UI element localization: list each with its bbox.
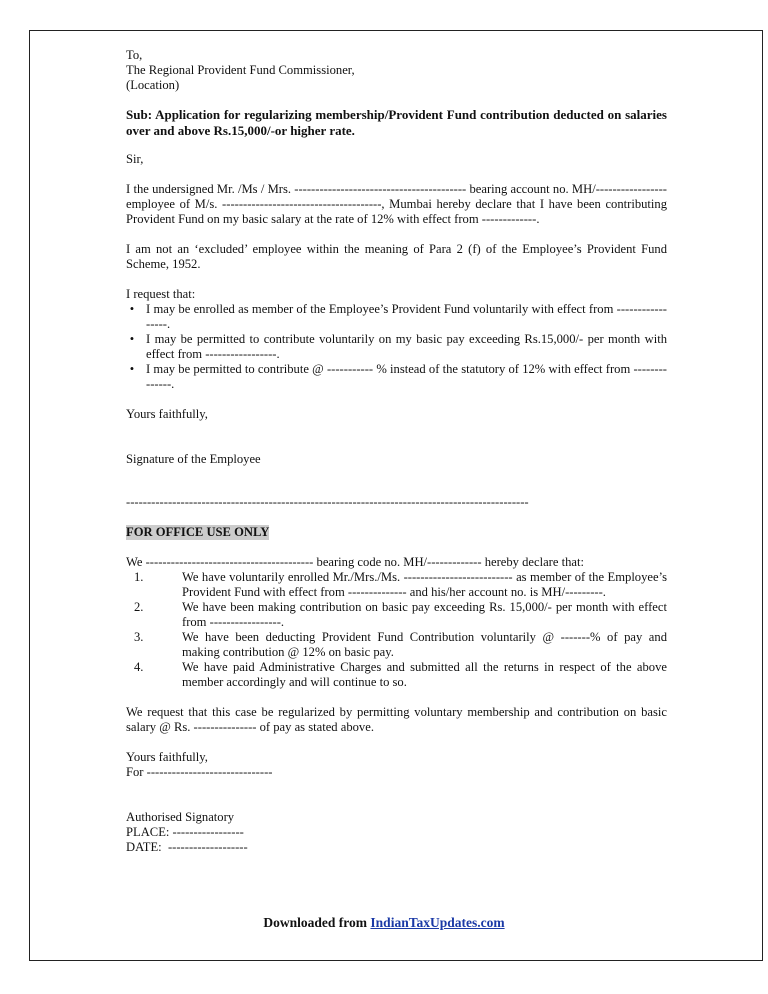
office-closing: Yours faithfully, xyxy=(126,750,208,764)
list-item: • I may be permitted to contribute voluntarily on my basic pay exceeding Rs.15,000/- per month with effect from -----------------. xyxy=(126,332,667,362)
list-item: 2. We have been making contribution on basic pay exceeding Rs. 15,000/- per month with effect from -----------------. xyxy=(134,600,667,629)
closing-employee: Yours faithfully, xyxy=(126,407,208,421)
source-link[interactable]: IndianTaxUpdates.com xyxy=(370,915,505,930)
bullet-icon: • xyxy=(129,302,135,316)
list-item: • I may be permitted to contribute @ ----------- % instead of the statutory of 12% with effect from --------------. xyxy=(126,362,667,392)
authorised-signatory: Authorised Signatory xyxy=(126,810,235,824)
office-intro: We ---------------------------------------- bearing code no. MH/------------- hereby declare that: xyxy=(126,555,584,569)
request-list xyxy=(126,302,667,392)
declaration-paragraph: I the undersigned Mr. /Ms / Mrs. ----------------------------------------- bearing account no. MH/----------------- employee of M/s. --------------------------------------, Mumbai hereby declare that I have been contributing Provident Fund on my basic salary at the rate of 12% with effect from -------------. xyxy=(126,182,667,226)
address-location: (Location) xyxy=(126,78,180,92)
bullet-icon: • xyxy=(129,362,135,376)
bullet-icon: • xyxy=(129,332,135,346)
office-declarations xyxy=(126,570,667,690)
list-item: 3. We have been deducting Provident Fund Contribution voluntarily @ -------% of pay and making contribution @ 12% on basic pay. xyxy=(134,630,667,659)
list-item: 4. We have paid Administrative Charges and submitted all the returns in respect of the above member accordingly and will continue to so. xyxy=(134,660,667,689)
excluded-paragraph: I am not an ‘excluded’ employee within the meaning of Para 2 (f) of the Employee’s Provident Fund Scheme, 1952. xyxy=(126,242,667,271)
separator-line: ------------------------------------------------------------------------------------------------ xyxy=(126,495,529,509)
subject-line: Sub: Application for regularizing membership/Provident Fund contribution deducted on salaries over and above Rs.15,000/-or higher rate. xyxy=(126,107,667,138)
list-item: 1. We have voluntarily enrolled Mr./Mrs./Ms. -------------------------- as member of the Employee’s Provident Fund with effect from -------------- and his/her account no. is MH/---------. xyxy=(134,570,667,599)
footer-prefix: Downloaded from xyxy=(263,915,368,930)
office-for-line: For ------------------------------ xyxy=(126,765,273,779)
date-field: DATE: ------------------- xyxy=(126,840,248,854)
address-recipient: The Regional Provident Fund Commissioner, xyxy=(126,63,355,77)
address-to: To, xyxy=(126,48,143,62)
request-intro: I request that: xyxy=(126,287,196,301)
letter-body xyxy=(126,48,667,855)
download-footer xyxy=(0,915,768,931)
office-use-heading: FOR OFFICE USE ONLY xyxy=(126,525,270,539)
place-field: PLACE: ----------------- xyxy=(126,825,244,839)
employee-signature: Signature of the Employee xyxy=(126,452,261,466)
list-item: • I may be enrolled as member of the Employee’s Provident Fund voluntarily with effect from -----------------. xyxy=(126,302,667,332)
salutation: Sir, xyxy=(126,152,144,166)
office-request: We request that this case be regularized by permitting voluntary membership and contribution on basic salary @ Rs. --------------- of pay as stated above. xyxy=(126,705,667,734)
